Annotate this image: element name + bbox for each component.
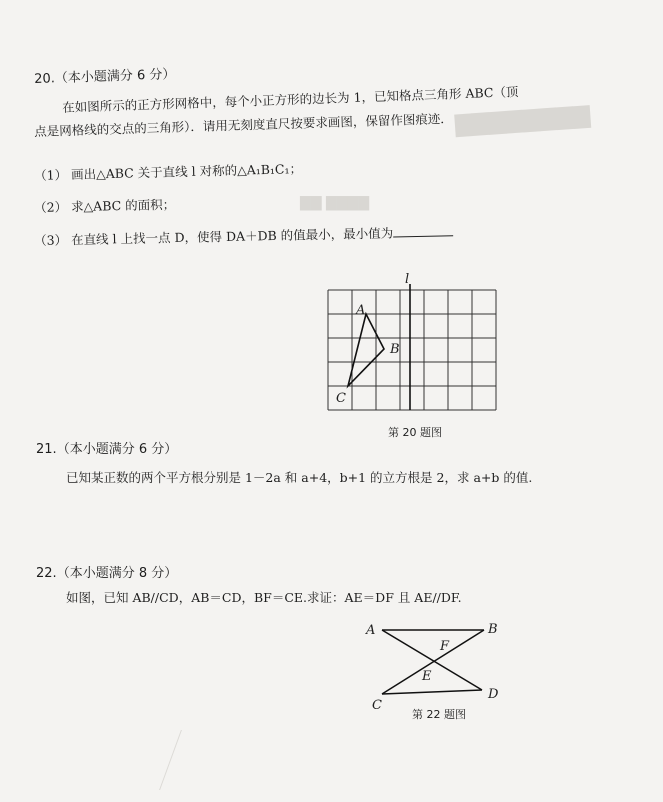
q22-text: 如图，已知 AB//CD，AB＝CD，BF＝CE.求证：AE＝DF 且 AE//DF. — [66, 590, 462, 605]
q20-grid-figure — [318, 270, 508, 420]
q20-item3 — [34, 223, 453, 249]
q21-number: 21. — [36, 442, 57, 457]
point-f: F — [440, 639, 450, 654]
segment-ad — [382, 630, 482, 690]
q21-score: （本小题满分 6 分） — [56, 442, 178, 457]
point-c: C — [372, 698, 382, 713]
point-d: D — [488, 687, 499, 702]
q20-item1: （1） 画出△ABC 关于直线 l 对称的△A₁B₁C₁； — [34, 160, 303, 183]
q22-score: （本小题满分 8 分） — [56, 566, 178, 581]
q22-number: 22. — [36, 566, 57, 581]
point-a: A — [366, 623, 376, 638]
triangle-abc — [348, 314, 384, 386]
q21-text: 已知某正数的两个平方根分别是 1－2a 和 a+4，b+1 的立方根是 2，求 a+b 的值. — [66, 470, 533, 485]
q20-number: 20. — [34, 71, 56, 87]
q20-intro-line2: 点是网格线的交点的三角形）．请用无刻度直尺按要求画图，保留作图痕迹． — [34, 110, 454, 139]
q22-figure-caption: 第 22 题图 — [412, 708, 466, 721]
grid-lines — [328, 290, 496, 410]
bleed-through-text: ▇▇ ▇▇▇▇ — [300, 195, 370, 211]
label-b: B — [390, 342, 400, 357]
q22-figure — [360, 616, 510, 716]
point-b: B — [488, 622, 498, 637]
bleed-through-sketch — [159, 730, 222, 790]
q20-figure-caption: 第 20 题图 — [388, 426, 442, 439]
segment-cd — [382, 690, 482, 694]
q20-intro-line1: 在如图所示的正方形网格中，每个小正方形的边长为 1，已知格点三角形 ABC（顶 — [62, 84, 519, 115]
q20-item2: （2） 求△ABC 的面积； — [34, 196, 176, 215]
label-l: l — [405, 272, 410, 287]
bleed-through-title: ▇▇▇▇▇▇▇▇ — [454, 103, 592, 138]
label-a: A — [356, 303, 366, 318]
q20-item3-text: （3） 在直线 l 上找一点 D，使得 DA＋DB 的值最小，最小值为 — [34, 225, 394, 248]
answer-blank — [393, 223, 453, 237]
point-e: E — [422, 669, 432, 684]
q20-header — [34, 67, 176, 88]
q21-header — [36, 442, 177, 458]
q22-header — [36, 566, 177, 582]
label-c: C — [336, 391, 346, 406]
q20-score: （本小题满分 6 分） — [54, 67, 176, 87]
